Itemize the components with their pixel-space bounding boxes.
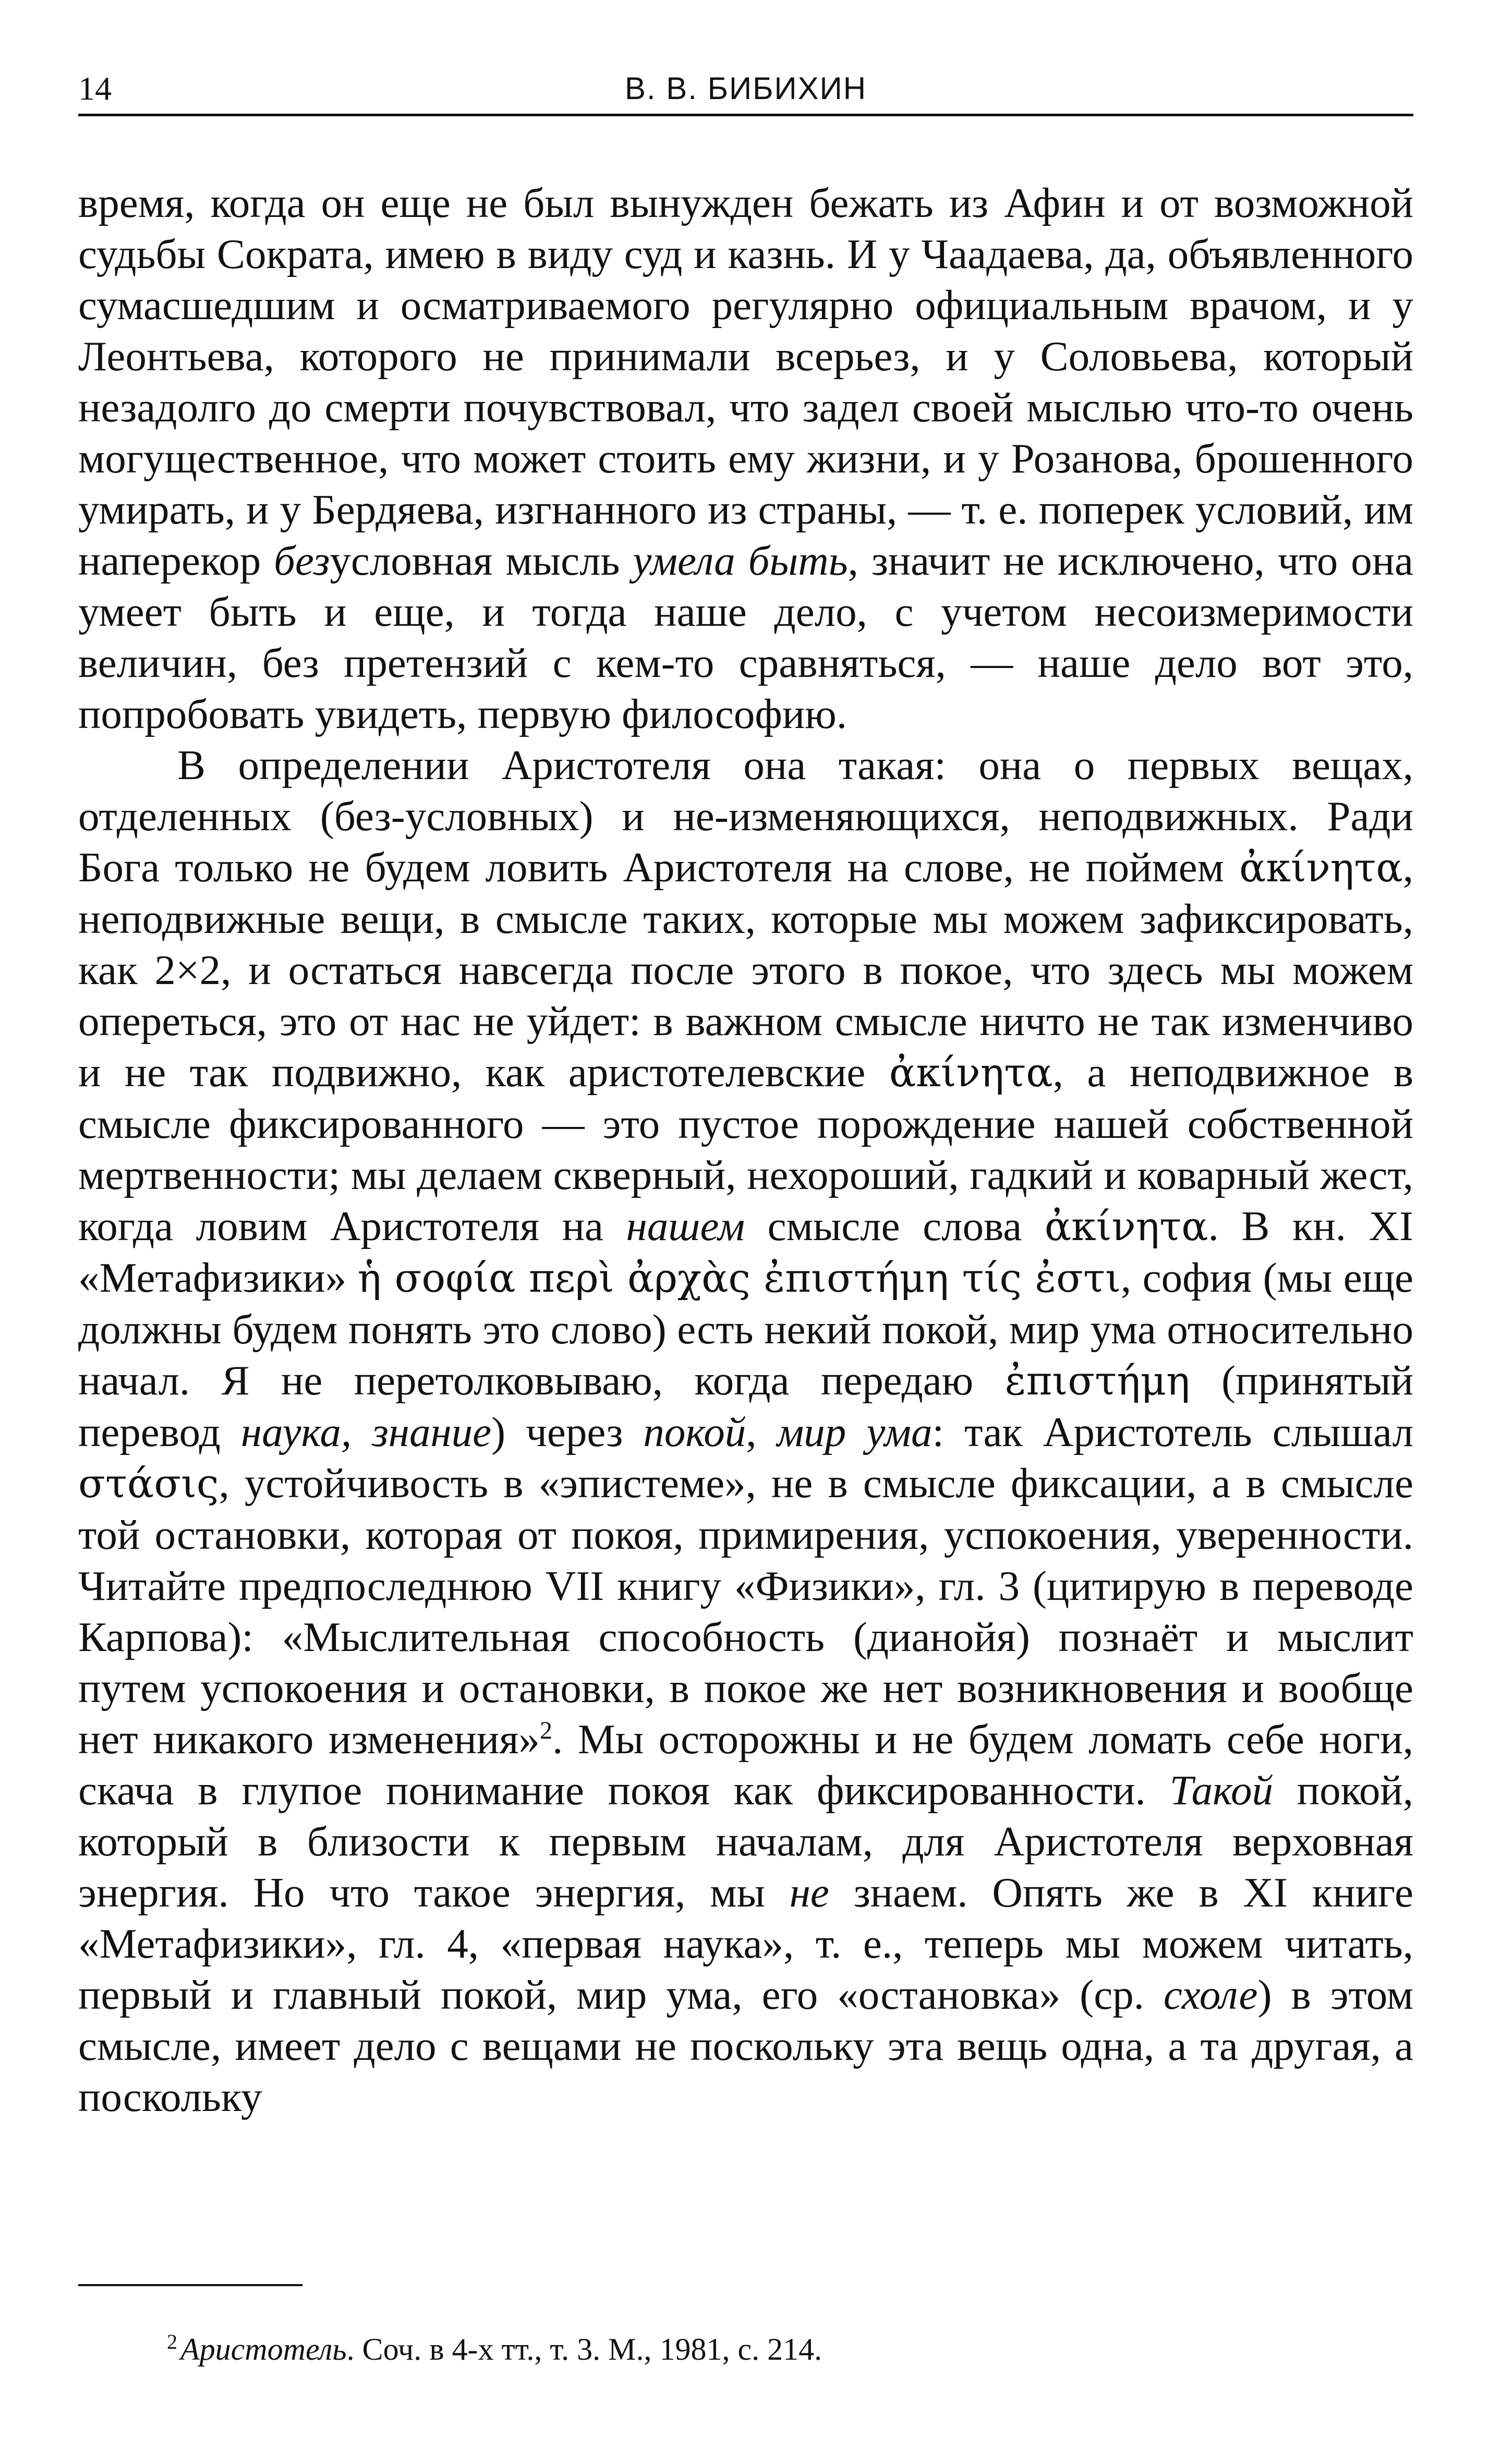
greek-text: ἡ σοφία περὶ ἀρχὰς ἐπιστήμη τίς ἐστι xyxy=(357,1255,1121,1301)
italic-text: наука, знание xyxy=(240,1409,492,1455)
footnote-author: Аристотель xyxy=(180,2332,347,2366)
italic-text: без xyxy=(274,537,330,584)
footnote-text: . Соч. в 4-х тт., т. 3. М., 1981, с. 214. xyxy=(346,2332,822,2366)
text-run: , xyxy=(746,1409,777,1455)
text-run: , а неподвижное в смысле фиксированного — это пустое порождение нашей собственной мертвенности; мы делаем скверный, нехороший, гадкий и коварный жест, когда ловим Аристотеля на xyxy=(78,1049,1414,1249)
greek-text: ἀκίνητα xyxy=(889,1049,1053,1096)
text-run: , значит не исключено, что она умеет быть и еще, и тогда наше дело, с учетом несоизмеримости величин, без претензий с кем-то сравняться, — наше дело вот это, попробовать увидеть, первую философию. xyxy=(78,537,1413,737)
text-run: , устойчивость в «эпистеме», не в смысле фиксации, а в смысле той остановки, которая от покоя, примирения, успокоения, уверенности. Читайте предпоследнюю VII книгу «Физики», гл. 3 (цитирую в переводе Карпова): «Мыслительная способность (дианойя) познаёт и мыслит путем успокоения и остановки, в покое же нет возникновения и вообще нет никакого изменения» xyxy=(78,1460,1413,1763)
text-run: ) через xyxy=(491,1409,644,1455)
text-run: , неподвижные вещи, в смысле таких, которые мы можем зафиксировать, как 2×2, и остаться навсегда после этого в покое, что здесь мы можем опереться, это от нас не уйдет: в важном смысле ничто не так изменчиво и не так подвижно, как аристотелевские xyxy=(78,844,1413,1096)
running-head: В. В. БИБИХИН xyxy=(624,71,867,106)
greek-text: ἀκίνητα xyxy=(1239,844,1403,891)
italic-text: мир ума xyxy=(777,1409,933,1455)
text-run: В определении Аристотеля она такая: она о первых вещах, отделенных (без-условных) и не-изменяющихся, неподвижных. Ради Бога только не будем ловить Аристотеля на слове, не поймем xyxy=(78,742,1413,891)
paragraph xyxy=(78,739,1413,2122)
text-run: : так Аристотель слышал xyxy=(932,1409,1413,1455)
italic-text: нашем xyxy=(626,1203,745,1249)
greek-text: στάσις xyxy=(78,1460,219,1507)
text-run: покой, который в близости к первым началам, для Аристотеля верховная энергия. Но что такое энергия, мы xyxy=(78,1767,1413,1916)
text-run: . В кн. XI «Метафизики» xyxy=(78,1203,1414,1301)
greek-text: ἐπιστήμη xyxy=(1004,1357,1190,1404)
text-run: , софия (мы еще должны будем понять это слово) есть некий покой, мир ума относительно начал. Я не перетолковываю, когда передаю xyxy=(78,1254,1414,1404)
footnote xyxy=(167,2328,1366,2370)
italic-text: не xyxy=(789,1869,829,1916)
text-run: смысле слова xyxy=(745,1203,1045,1249)
italic-text: покой xyxy=(643,1409,746,1455)
greek-text: ἀκίνητα xyxy=(1044,1203,1208,1249)
text-run: (принятый перевод xyxy=(78,1357,1413,1455)
header-rule xyxy=(78,114,1413,116)
footnote-separator xyxy=(78,2284,302,2286)
text-run: . Мы осторожны и не будем ломать себе ноги, скача в глупое понимание покоя как фиксированности. xyxy=(78,1716,1413,1814)
text-run: время, когда он еще не был вынужден бежать из Афин и от возможной судьбы Сократа, имею в виду суд и казнь. И у Чаадаева, да, объявленного сумасшедшим и осматриваемого регулярно официальным врачом, и у Леонтьева, которого не принимали всерьез, и у Соловьева, который незадолго до смерти почувствовал, что задел своей мыслью что-то очень могущественное, что может стоить ему жизни, и у Розанова, брошенного умирать, и у Бердяева, изгнанного из страны, — т. е. поперек условий, им наперекор xyxy=(78,179,1413,584)
text-run: знаем. Опять же в XI книге «Метафизики», гл. 4, «первая наука», т. е., теперь мы можем читать, первый и главный покой, мир ума, его «остановка» (ср. xyxy=(78,1869,1413,2018)
page-number: 14 xyxy=(78,70,112,107)
text-run: условная мысль xyxy=(330,537,633,584)
footnote-reference: 2 xyxy=(540,1717,553,1744)
footnote-number: 2 xyxy=(167,2330,177,2353)
italic-text: умела быть xyxy=(633,537,848,584)
body-text xyxy=(78,177,1413,2122)
paragraph xyxy=(78,177,1413,739)
italic-text: схоле xyxy=(1163,1971,1258,2018)
italic-text: Такой xyxy=(1169,1767,1273,1814)
text-run: ) в этом смысле, имеет дело с вещами не поскольку эта вещь одна, а та другая, а поскольку xyxy=(78,1971,1414,2120)
